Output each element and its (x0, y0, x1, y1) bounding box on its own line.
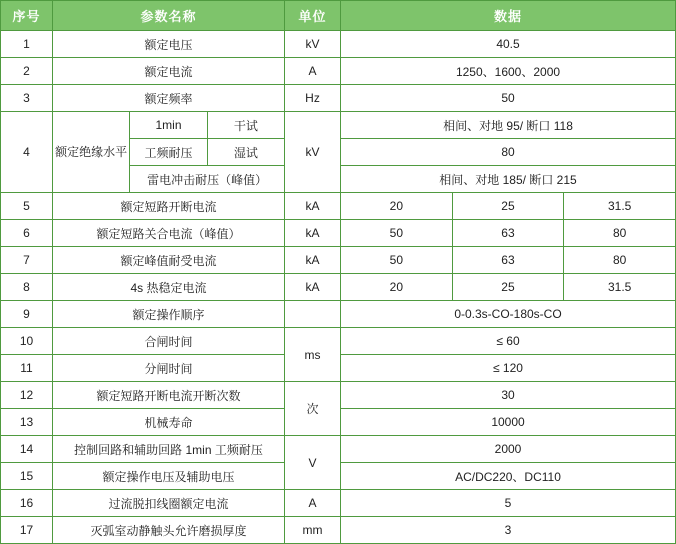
row-name: 额定峰值耐受电流 (53, 247, 285, 274)
row-unit: 次 (285, 382, 341, 436)
table-body (1, 31, 676, 544)
row-data: 2000 (341, 436, 676, 463)
row-no: 14 (1, 436, 53, 463)
table-row (1, 247, 676, 274)
row-no: 7 (1, 247, 53, 274)
row-name: 额定电流 (53, 58, 285, 85)
row-data: ≤ 120 (341, 355, 676, 382)
table-row (1, 58, 676, 85)
row-data-2: 25 (452, 193, 564, 220)
row-data-2: 63 (452, 220, 564, 247)
row-data-2: 25 (452, 274, 564, 301)
table-row (1, 490, 676, 517)
row-no: 9 (1, 301, 53, 328)
row-no: 10 (1, 328, 53, 355)
row-name: 额定短路开断电流 (53, 193, 285, 220)
row-no: 8 (1, 274, 53, 301)
row-name: 额定短路开断电流开断次数 (53, 382, 285, 409)
table-row (1, 193, 676, 220)
row-data: 50 (341, 85, 676, 112)
row-name: 灭弧室动静触头允许磨损厚度 (53, 517, 285, 544)
row-no: 12 (1, 382, 53, 409)
row-data-3: 80 (564, 247, 676, 274)
row-data: 5 (341, 490, 676, 517)
table-header-row (1, 1, 676, 31)
table-header (1, 1, 676, 31)
header-cell-data: 数据 (341, 1, 676, 31)
row-name: 额定操作电压及辅助电压 (53, 463, 285, 490)
row-data: ≤ 60 (341, 328, 676, 355)
header-cell-unit: 单位 (285, 1, 341, 31)
row-name: 过流脱扣线圈额定电流 (53, 490, 285, 517)
row-no: 13 (1, 409, 53, 436)
row-data-3: 31.5 (564, 193, 676, 220)
row-name: 分闸时间 (53, 355, 285, 382)
table-row (1, 31, 676, 58)
table-row (1, 220, 676, 247)
row-unit: V (285, 436, 341, 490)
row-no: 16 (1, 490, 53, 517)
row-data-1: 50 (341, 220, 453, 247)
header-cell-name: 参数名称 (53, 1, 285, 31)
row-name: 额定操作顺序 (53, 301, 285, 328)
row-data: 0-0.3s-CO-180s-CO (341, 301, 676, 328)
row-data: 相间、对地 185/ 断口 215 (341, 166, 676, 193)
row-no: 11 (1, 355, 53, 382)
row-unit: kV (285, 31, 341, 58)
row-data: 80 (341, 139, 676, 166)
table-row (1, 382, 676, 409)
row-data: 1250、1600、2000 (341, 58, 676, 85)
sub-label-dry-test: 干试 (207, 112, 284, 139)
row-data-3: 31.5 (564, 274, 676, 301)
table-row (1, 436, 676, 463)
row-data-1: 50 (341, 247, 453, 274)
row-data: 40.5 (341, 31, 676, 58)
table-row (1, 301, 676, 328)
row-data: 30 (341, 382, 676, 409)
row-name: 合闸时间 (53, 328, 285, 355)
row-name: 额定短路关合电流（峰值） (53, 220, 285, 247)
row-unit: A (285, 490, 341, 517)
row-unit: Hz (285, 85, 341, 112)
row-unit: kV (285, 112, 341, 193)
row-data-1: 20 (341, 193, 453, 220)
row-name: 额定绝缘水平 (53, 112, 130, 193)
row-data-3: 80 (564, 220, 676, 247)
row-data: AC/DC220、DC110 (341, 463, 676, 490)
row-name: 额定频率 (53, 85, 285, 112)
table-row (1, 274, 676, 301)
row-name: 机械寿命 (53, 409, 285, 436)
sub-label-1min: 1min (130, 112, 207, 139)
row-unit: kA (285, 274, 341, 301)
row-name: 额定电压 (53, 31, 285, 58)
sub-label-power-freq: 工频耐压 (130, 139, 207, 166)
row-name: 控制回路和辅助回路 1min 工频耐压 (53, 436, 285, 463)
row-no: 2 (1, 58, 53, 85)
row-no: 4 (1, 112, 53, 193)
table-row (1, 328, 676, 355)
row-no: 3 (1, 85, 53, 112)
row-data-1: 20 (341, 274, 453, 301)
row-unit: ms (285, 328, 341, 382)
row-unit (285, 301, 341, 328)
row-no: 5 (1, 193, 53, 220)
row-no: 1 (1, 31, 53, 58)
row-unit: kA (285, 220, 341, 247)
table-row (1, 517, 676, 544)
sub-label-lightning: 雷电冲击耐压（峰值） (130, 166, 285, 193)
row-unit: kA (285, 247, 341, 274)
row-unit: kA (285, 193, 341, 220)
row-data: 10000 (341, 409, 676, 436)
row-unit: A (285, 58, 341, 85)
row-unit: mm (285, 517, 341, 544)
sub-label-wet-test: 湿试 (207, 139, 284, 166)
row-no: 17 (1, 517, 53, 544)
row-data-2: 63 (452, 247, 564, 274)
table-row (1, 112, 676, 139)
row-name: 4s 热稳定电流 (53, 274, 285, 301)
row-data: 相间、对地 95/ 断口 118 (341, 112, 676, 139)
header-cell-no: 序号 (1, 1, 53, 31)
row-no: 15 (1, 463, 53, 490)
row-data: 3 (341, 517, 676, 544)
table-row (1, 85, 676, 112)
row-no: 6 (1, 220, 53, 247)
